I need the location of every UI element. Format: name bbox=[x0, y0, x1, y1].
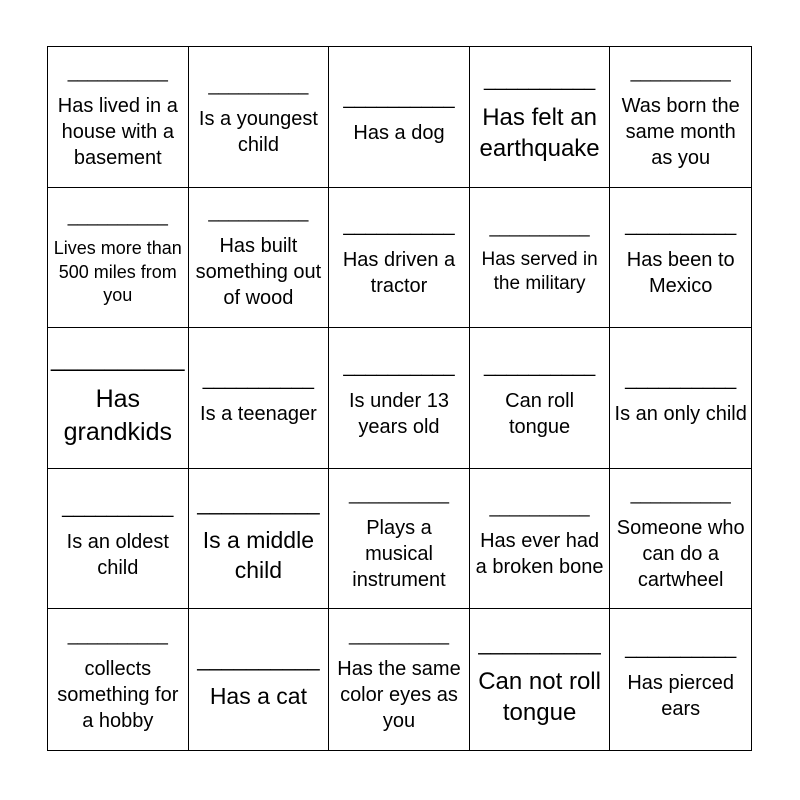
name-blank: __________ bbox=[483, 68, 596, 91]
bingo-cell[interactable] bbox=[470, 188, 611, 329]
bingo-cell[interactable] bbox=[610, 609, 751, 750]
bingo-cell[interactable] bbox=[189, 469, 330, 610]
cell-text: Has grandkids bbox=[63, 385, 172, 446]
bingo-cell[interactable] bbox=[329, 469, 470, 610]
cell-text: Has built something out of wood bbox=[195, 235, 322, 310]
cell-text: Is a youngest child bbox=[198, 107, 318, 156]
cell-text: collects something for a hobby bbox=[57, 657, 179, 732]
name-blank: __________ bbox=[343, 354, 455, 377]
bingo-cell[interactable] bbox=[610, 47, 751, 188]
name-blank: __________ bbox=[625, 636, 737, 659]
bingo-cell[interactable] bbox=[48, 188, 189, 329]
bingo-cell[interactable] bbox=[189, 609, 330, 750]
cell-text: Is an oldest child bbox=[66, 530, 169, 579]
bingo-board bbox=[47, 46, 752, 751]
name-blank: __________ bbox=[625, 214, 737, 237]
name-blank: __________ bbox=[197, 489, 320, 515]
name-blank: __________ bbox=[348, 624, 450, 645]
cell-text: Can not roll tongue bbox=[478, 667, 601, 726]
bingo-cell[interactable] bbox=[329, 188, 470, 329]
bingo-cell[interactable] bbox=[610, 188, 751, 329]
name-blank: __________ bbox=[625, 367, 737, 390]
cell-text: Has a cat bbox=[209, 682, 307, 709]
bingo-cell[interactable] bbox=[329, 609, 470, 750]
cell-text: Has a dog bbox=[353, 121, 445, 144]
name-blank: __________ bbox=[630, 61, 731, 82]
name-blank: __________ bbox=[67, 61, 168, 82]
cell-text: Has the same color eyes as you bbox=[337, 657, 461, 732]
cell-text: Lives more than 500 miles from you bbox=[53, 238, 182, 306]
name-blank: __________ bbox=[51, 345, 185, 373]
name-blank: __________ bbox=[197, 645, 320, 671]
bingo-cell[interactable] bbox=[610, 469, 751, 610]
cell-text: Is a teenager bbox=[200, 402, 317, 425]
cell-text: Has driven a tractor bbox=[342, 249, 456, 298]
cell-text: Has felt an earthquake bbox=[479, 103, 600, 162]
cell-text: Is a middle child bbox=[202, 526, 314, 583]
cell-text: Is under 13 years old bbox=[348, 389, 450, 438]
cell-text: Has ever had a broken bone bbox=[475, 529, 604, 578]
bingo-cell[interactable] bbox=[48, 328, 189, 469]
cell-text: Has lived in a house with a basement bbox=[57, 94, 178, 169]
bingo-cell[interactable] bbox=[470, 609, 611, 750]
name-blank: __________ bbox=[343, 86, 455, 109]
bingo-cell[interactable] bbox=[329, 328, 470, 469]
cell-text: Has pierced ears bbox=[627, 671, 735, 720]
bingo-cell[interactable] bbox=[48, 609, 189, 750]
cell-text: Can roll tongue bbox=[505, 389, 575, 438]
cell-text: Has served in the military bbox=[481, 248, 598, 295]
name-blank: __________ bbox=[208, 74, 309, 95]
name-blank: __________ bbox=[489, 496, 590, 517]
bingo-cell[interactable] bbox=[470, 469, 611, 610]
bingo-cell[interactable] bbox=[189, 188, 330, 329]
bingo-cell[interactable] bbox=[470, 328, 611, 469]
cell-text: Is an only child bbox=[614, 402, 747, 425]
cell-text: Was born the same month as you bbox=[621, 94, 740, 169]
cell-text: Someone who can do a cartwheel bbox=[616, 516, 745, 591]
name-blank: __________ bbox=[343, 214, 455, 237]
bingo-cell[interactable] bbox=[329, 47, 470, 188]
name-blank: __________ bbox=[67, 624, 168, 645]
name-blank: __________ bbox=[478, 629, 601, 655]
bingo-cell[interactable] bbox=[189, 328, 330, 469]
bingo-cell[interactable] bbox=[48, 469, 189, 610]
name-blank: __________ bbox=[483, 354, 596, 377]
name-blank: __________ bbox=[208, 202, 309, 223]
name-blank: __________ bbox=[630, 483, 731, 504]
bingo-cell[interactable] bbox=[48, 47, 189, 188]
name-blank: __________ bbox=[202, 367, 314, 390]
name-blank: __________ bbox=[62, 495, 174, 518]
bingo-cell[interactable] bbox=[610, 328, 751, 469]
cell-text: Has been to Mexico bbox=[626, 249, 735, 298]
bingo-cell[interactable] bbox=[470, 47, 611, 188]
bingo-cell[interactable] bbox=[189, 47, 330, 188]
name-blank: __________ bbox=[489, 216, 590, 237]
cell-text: Plays a musical instrument bbox=[352, 516, 446, 591]
name-blank: __________ bbox=[67, 206, 168, 227]
name-blank: __________ bbox=[348, 483, 450, 504]
